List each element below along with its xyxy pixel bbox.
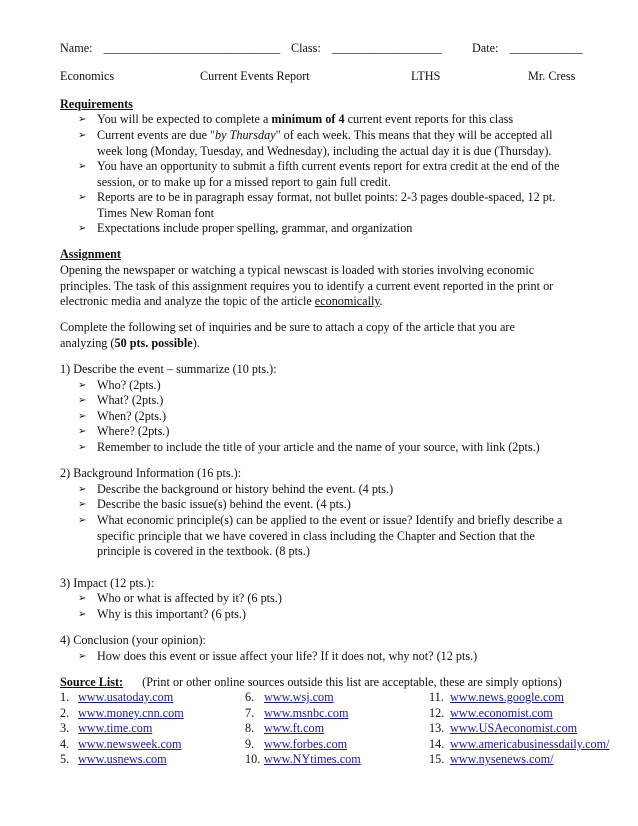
arrow-bullet-icon: ➢ — [78, 426, 87, 437]
source-number: 2. — [60, 706, 70, 720]
item-text: Why is this important? (6 pts.) — [97, 607, 246, 621]
report-title: Current Events Report — [200, 69, 310, 83]
source-link[interactable]: www.NYtimes.com — [264, 752, 361, 766]
source-number: 11. — [429, 690, 444, 704]
name-label: Name: — [60, 41, 93, 55]
item-text: Remember to include the title of your article and the name of your source, with link (2pts.) — [97, 440, 540, 454]
requirement-italic: by Thursday — [215, 128, 276, 142]
instructions-text: Complete the following set of inquiries and be sure to attach a copy of the article that you are — [60, 320, 515, 334]
date-field — [472, 41, 583, 57]
arrow-bullet-icon: ➢ — [78, 411, 87, 422]
source-link[interactable]: www.economist.com — [450, 706, 553, 720]
source-number: 10. — [245, 752, 261, 766]
source-list-heading: Source List: — [60, 675, 124, 689]
source-link[interactable]: www.nysenews.com/ — [450, 752, 554, 766]
arrow-bullet-icon: ➢ — [78, 651, 87, 662]
instructions-text-part: analyzing ( — [60, 336, 115, 350]
requirement-text: Reports are to be in paragraph essay format, not bullet points: 2-3 pages double-spaced, 12 pt. — [97, 190, 556, 204]
requirement-text: session, or to make up for a missed report to gain full credit. — [97, 174, 391, 189]
source-number: 1. — [60, 690, 70, 704]
assignment-heading: Assignment — [60, 247, 121, 261]
item-text: Who? (2pts.) — [97, 378, 161, 392]
source-number: 14. — [429, 737, 445, 751]
date-label: Date: — [472, 41, 499, 55]
source-link[interactable]: www.americabusinessdaily.com/ — [450, 737, 610, 751]
item-text: Describe the background or history behind the event. (4 pts.) — [97, 482, 394, 496]
requirements-heading: Requirements — [60, 97, 133, 111]
name-field — [60, 41, 280, 57]
source-link[interactable]: www.usnews.com — [78, 752, 167, 766]
arrow-bullet-icon: ➢ — [78, 380, 87, 391]
assignment-text: Opening the newspaper or watching a typical newscast is loaded with stories involving economic — [60, 263, 535, 277]
arrow-bullet-icon: ➢ — [78, 593, 87, 604]
source-link[interactable]: www.news.google.com — [450, 690, 564, 704]
arrow-bullet-icon: ➢ — [78, 192, 87, 203]
assignment-text-part: . — [379, 294, 383, 308]
item-text: How does this event or issue affect your life? If it does not, why not? (12 pts.) — [97, 649, 478, 663]
teacher-name: Mr. Cress — [528, 69, 576, 83]
requirement-text: You will be expected to complete a — [97, 112, 272, 126]
item-text: When? (2pts.) — [97, 409, 167, 423]
arrow-bullet-icon: ➢ — [78, 395, 87, 406]
assignment-text: principles. The task of this assignment requires you to identify a current event reported in the print or — [60, 279, 554, 293]
source-number: 15. — [429, 752, 445, 766]
arrow-bullet-icon: ➢ — [78, 609, 87, 620]
source-link[interactable]: www.USAeconomist.com — [450, 721, 578, 735]
date-blank: ____________ — [509, 41, 583, 55]
source-number: 6. — [245, 690, 255, 704]
item-text: principle is covered in the textbook. (8 pts.) — [97, 544, 310, 559]
source-list-note: (Print or other online sources outside this list are acceptable, these are simply options) — [142, 675, 562, 689]
requirement-text: You have an opportunity to submit a fifth current events report for extra credit at the end of the — [97, 159, 560, 173]
arrow-bullet-icon: ➢ — [78, 442, 87, 453]
section-2-heading: 2) Background Information (16 pts.): — [60, 466, 242, 480]
source-link[interactable]: www.wsj.com — [264, 690, 334, 704]
section-1-heading: 1) Describe the event – summarize (10 pts.): — [60, 362, 277, 376]
requirement-text: Expectations include proper spelling, grammar, and organization — [97, 221, 413, 235]
school-name: LTHS — [411, 69, 441, 83]
instructions-text — [60, 336, 200, 352]
arrow-bullet-icon: ➢ — [78, 114, 87, 125]
arrow-bullet-icon: ➢ — [78, 499, 87, 510]
requirement-text: Current events are due " — [97, 128, 216, 142]
requirement-text: " of each week. This means that they will be accepted all — [275, 128, 553, 142]
arrow-bullet-icon: ➢ — [78, 484, 87, 495]
source-number: 5. — [60, 752, 70, 766]
source-list-header — [60, 675, 562, 691]
item-text: Describe the basic issue(s) behind the event. (4 pts.) — [97, 497, 351, 511]
requirement-text: week long (Monday, Tuesday, and Wednesday), including the actual day it is due (Thursday). — [97, 143, 552, 158]
source-number: 12. — [429, 706, 445, 720]
name-blank: _____________________________ — [103, 41, 281, 55]
source-number: 3. — [60, 721, 70, 735]
item-text: Who or what is affected by it? (6 pts.) — [97, 591, 282, 605]
source-number: 9. — [245, 737, 255, 751]
class-label: Class: — [291, 41, 321, 55]
requirement-text: current event reports for this class — [344, 112, 514, 126]
requirement-text: Times New Roman font — [97, 205, 215, 220]
course-name: Economics — [60, 69, 115, 83]
source-link[interactable]: www.newsweek.com — [78, 737, 182, 751]
source-link[interactable]: www.money.cnn.com — [78, 706, 184, 720]
arrow-bullet-icon: ➢ — [78, 130, 87, 141]
source-number: 8. — [245, 721, 255, 735]
section-3-heading: 3) Impact (12 pts.): — [60, 576, 155, 590]
requirement-bold: minimum of 4 — [271, 112, 345, 126]
points-possible: 50 pts. possible — [114, 336, 193, 350]
arrow-bullet-icon: ➢ — [78, 515, 87, 526]
arrow-bullet-icon: ➢ — [78, 223, 87, 234]
instructions-text-part: ). — [192, 336, 200, 350]
assignment-text — [60, 294, 383, 310]
class-blank: __________________ — [331, 41, 442, 55]
source-number: 4. — [60, 737, 70, 751]
source-number: 7. — [245, 706, 255, 720]
source-number: 13. — [429, 721, 445, 735]
source-link[interactable]: www.usatoday.com — [78, 690, 174, 704]
section-4-heading: 4) Conclusion (your opinion): — [60, 633, 206, 647]
item-text: What economic principle(s) can be applied to the event or issue? Identify and briefly describe a — [97, 513, 563, 527]
assignment-underlined: economically — [314, 294, 380, 308]
assignment-text-part: electronic media and analyze the topic of the article — [60, 294, 315, 308]
source-link[interactable]: www.ft.com — [264, 721, 325, 735]
source-link[interactable]: www.msnbc.com — [264, 706, 349, 720]
item-text: specific principle that we have covered in class including the Chapter and Section that the — [97, 528, 535, 543]
item-text: Where? (2pts.) — [97, 424, 170, 438]
arrow-bullet-icon: ➢ — [78, 161, 87, 172]
item-text: What? (2pts.) — [97, 393, 164, 407]
class-field — [291, 41, 442, 57]
source-link[interactable]: www.time.com — [78, 721, 153, 735]
source-link[interactable]: www.forbes.com — [264, 737, 348, 751]
